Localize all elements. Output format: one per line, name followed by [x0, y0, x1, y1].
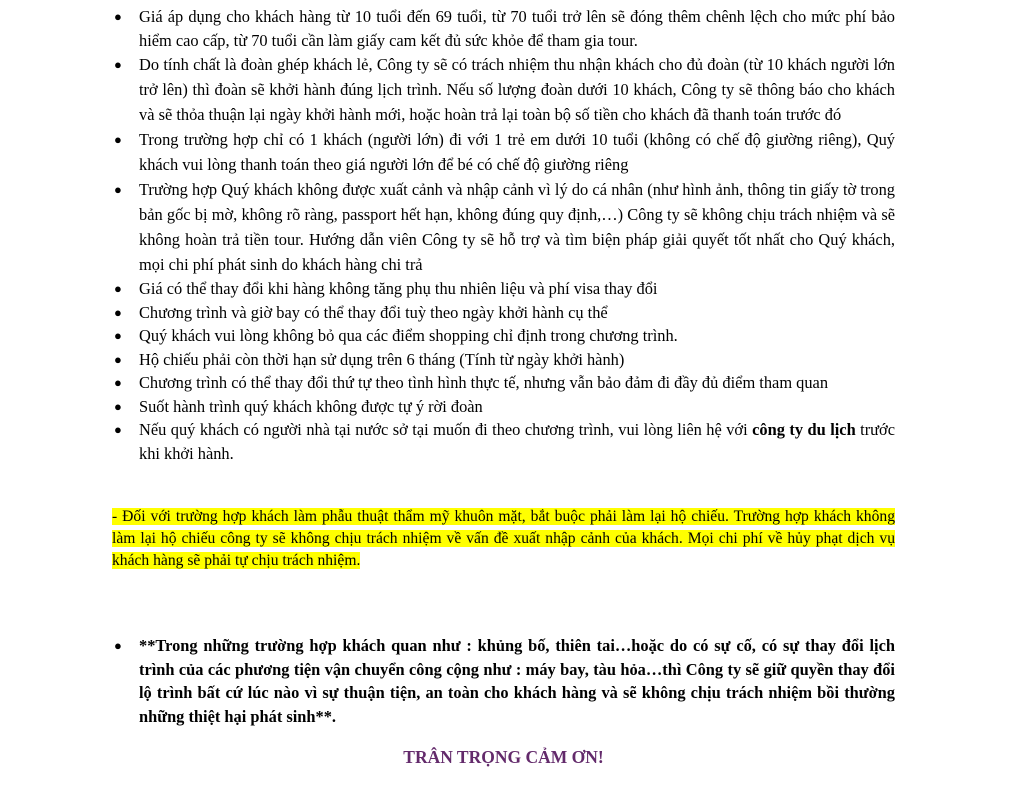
- bullet-icon: ●: [114, 304, 122, 320]
- note-text: Chương trình có thể thay đổi thứ tự theo tình hình thực tế, nhưng vẫn bảo đảm đi đầy đủ điểm tham quan: [139, 373, 829, 392]
- bullet-icon: ●: [114, 398, 122, 414]
- note-text: Giá có thể thay đổi khi hàng không tăng phụ thu nhiên liệu và phí visa thay đổi: [139, 279, 658, 298]
- list-item: [112, 395, 895, 419]
- bullet-icon: ●: [114, 281, 122, 296]
- note-text: Quý khách vui lòng không bỏ qua các điểm shopping chỉ định trong chương trình.: [139, 326, 678, 345]
- note-text: Trong trường hợp chỉ có 1 khách (người lớn) đi với 1 trẻ em dưới 10 tuổi (không có chế độ giường riêng), Quý khách vui lòng thanh toán theo giá người lớn để bé có chế độ giường riêng: [139, 130, 895, 174]
- highlighted-note: [112, 506, 895, 572]
- note-family-suffix: trước khi khởi hành.: [139, 420, 895, 463]
- note-text: Giá áp dụng cho khách hàng từ 10 tuổi đến 69 tuổi, từ 70 tuổi trở lên sẽ đóng thêm chênh lệch cho mức phí bảo hiểm cao cấp, từ 70 tuổi cần làm giấy cam kết đủ sức khỏe để tham gia tour.: [139, 7, 895, 50]
- highlighted-note-text: - Đối với trường hợp khách làm phẫu thuật thẩm mỹ khuôn mặt, bắt buộc phải làm lại hộ chiếu. Trường hợp khách không làm lại hộ chiếu công ty sẽ không chịu trách nhiệm về vấn đề xuất nhập cảnh của khách. Mọi chi phí về hủy phạt dịch vụ khách hàng sẽ phải tự chịu trách nhiệm.: [112, 508, 895, 569]
- bullet-icon: ●: [114, 132, 122, 147]
- bullet-icon: ●: [114, 351, 122, 367]
- bullet-icon: ●: [114, 57, 122, 72]
- list-item: [112, 52, 895, 127]
- notes-list: [112, 5, 895, 465]
- bullet-icon: ●: [114, 638, 122, 653]
- closing-thanks: TRÂN TRỌNG CẢM ƠN!: [403, 747, 604, 767]
- list-item: [112, 371, 895, 395]
- note-text: Trường hợp Quý khách không được xuất cảnh và nhập cảnh vì lý do cá nhân (như hình ảnh, thông tin giấy tờ trong bản gốc bị mờ, không rõ ràng, passport hết hạn, không đúng quy định,…) Công ty sẽ không chịu trách nhiệm và sẽ không hoàn trả tiền tour. Hướng dẫn viên Công ty sẽ hỗ trợ và tìm biện pháp giải quyết tốt nhất cho Quý khách, mọi chi phí phát sinh do khách hàng chi trả: [139, 180, 895, 274]
- note-family-bold: công ty du lịch: [752, 420, 856, 439]
- list-item: [112, 418, 895, 465]
- list-item: [112, 301, 895, 325]
- note-text: Hộ chiếu phải còn thời hạn sử dụng trên 6 tháng (Tính từ ngày khởi hành): [139, 349, 625, 369]
- bullet-icon: ●: [114, 9, 122, 24]
- bullet-icon: ●: [114, 375, 122, 390]
- note-text: Chương trình và giờ bay có thể thay đổi tuỳ theo ngày khởi hành cụ thể: [139, 302, 608, 322]
- bullet-icon: ●: [114, 328, 122, 343]
- list-item: [112, 634, 895, 728]
- list-item: [112, 277, 895, 301]
- bullet-icon: ●: [114, 422, 122, 437]
- note-text: Suốt hành trình quý khách không được tự ý rời đoàn: [139, 396, 483, 416]
- list-item: [112, 324, 895, 348]
- list-item: [112, 5, 895, 52]
- force-majeure-list: [112, 634, 895, 728]
- force-majeure-text: **Trong những trường hợp khách quan như : khủng bố, thiên tai…hoặc do có sự cố, có sự thay đổi lịch trình của các phương tiện vận chuyển công cộng như : máy bay, tàu hỏa…thì Công ty sẽ giữ quyền thay đổi lộ trình bất cứ lúc nào vì sự thuận tiện, an toàn cho khách hàng và sẽ không chịu trách nhiệm bồi thường những thiệt hại phát sinh**.: [139, 636, 895, 726]
- note-family-prefix: Nếu quý khách có người nhà tại nước sở tại muốn đi theo chương trình, vui lòng liên hệ với: [139, 420, 753, 439]
- bullet-icon: ●: [114, 182, 122, 197]
- note-text: Do tính chất là đoàn ghép khách lẻ, Công ty sẽ có trách nhiệm thu nhận khách cho đủ đoàn (từ 10 khách người lớn trở lên) thì đoàn sẽ khởi hành đúng lịch trình. Nếu số lượng đoàn dưới 10 khách, Công ty sẽ thông báo cho khách và sẽ thỏa thuận lại ngày khởi hành mới, hoặc hoàn trả lại toàn bộ số tiền cho khách đã thanh toán trước đó: [139, 55, 895, 124]
- list-item: [112, 177, 895, 277]
- list-item: [112, 127, 895, 177]
- list-item: [112, 348, 895, 372]
